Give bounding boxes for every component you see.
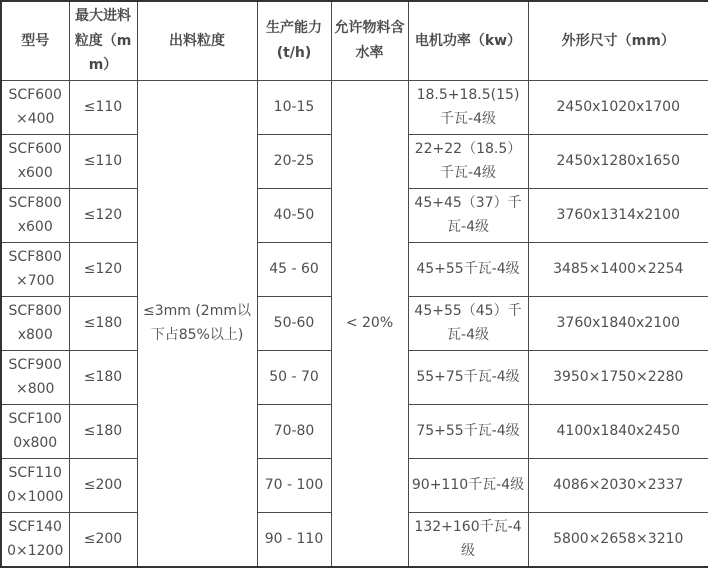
col-header-model: 型号 (1, 1, 69, 80)
model-cell: SCF600×400 (1, 80, 69, 134)
motor-power-cell: 132+160千瓦-4级 (408, 512, 528, 567)
col-header-discharge-size: 出料粒度 (137, 1, 257, 80)
dimensions-cell: 4100x1840x2450 (528, 404, 708, 458)
max-feed-cell: ≤200 (69, 458, 137, 512)
model-cell: SCF900×800 (1, 350, 69, 404)
model-cell: SCF1000x800 (1, 404, 69, 458)
motor-power-cell: 45+45（37）千瓦-4级 (408, 188, 528, 242)
capacity-cell: 70 - 100 (257, 458, 331, 512)
model-cell: SCF1100×1000 (1, 458, 69, 512)
dimensions-cell: 2450x1020x1700 (528, 80, 708, 134)
max-feed-cell: ≤110 (69, 80, 137, 134)
col-header-max-feed-size: 最大进料粒度（mm） (69, 1, 137, 80)
model-cell: SCF800x800 (1, 296, 69, 350)
motor-power-cell: 45+55千瓦-4级 (408, 242, 528, 296)
max-feed-cell: ≤180 (69, 296, 137, 350)
max-feed-cell: ≤120 (69, 188, 137, 242)
model-cell: SCF600x600 (1, 134, 69, 188)
dimensions-cell: 2450x1280x1650 (528, 134, 708, 188)
dimensions-cell: 4086×2030×2337 (528, 458, 708, 512)
capacity-cell: 45 - 60 (257, 242, 331, 296)
model-cell: SCF800x600 (1, 188, 69, 242)
dimensions-cell: 3760x1840x2100 (528, 296, 708, 350)
capacity-cell: 20-25 (257, 134, 331, 188)
moisture-merged-cell: < 20% (331, 80, 408, 567)
max-feed-cell: ≤200 (69, 512, 137, 567)
model-cell: SCF800×700 (1, 242, 69, 296)
capacity-cell: 50-60 (257, 296, 331, 350)
max-feed-cell: ≤110 (69, 134, 137, 188)
capacity-cell: 40-50 (257, 188, 331, 242)
table-row (1, 80, 708, 134)
motor-power-cell: 18.5+18.5(15)千瓦-4级 (408, 80, 528, 134)
max-feed-cell: ≤180 (69, 350, 137, 404)
discharge-size-merged-cell: ≤3mm (2mm以下占85%以上) (137, 80, 257, 567)
motor-power-cell: 45+55（45）千瓦-4级 (408, 296, 528, 350)
model-cell: SCF1400×1200 (1, 512, 69, 567)
col-header-dimensions: 外形尺寸（mm） (528, 1, 708, 80)
col-header-capacity: 生产能力(t/h) (257, 1, 331, 80)
dimensions-cell: 3950×1750×2280 (528, 350, 708, 404)
col-header-moisture: 允许物料含水率 (331, 1, 408, 80)
motor-power-cell: 90+110千瓦-4级 (408, 458, 528, 512)
capacity-cell: 90 - 110 (257, 512, 331, 567)
dimensions-cell: 5800×2658×3210 (528, 512, 708, 567)
capacity-cell: 10-15 (257, 80, 331, 134)
dimensions-cell: 3485×1400×2254 (528, 242, 708, 296)
capacity-cell: 70-80 (257, 404, 331, 458)
col-header-motor-power: 电机功率（kw） (408, 1, 528, 80)
motor-power-cell: 75+55千瓦-4级 (408, 404, 528, 458)
motor-power-cell: 22+22（18.5）千瓦-4级 (408, 134, 528, 188)
max-feed-cell: ≤180 (69, 404, 137, 458)
motor-power-cell: 55+75千瓦-4级 (408, 350, 528, 404)
capacity-cell: 50 - 70 (257, 350, 331, 404)
dimensions-cell: 3760x1314x2100 (528, 188, 708, 242)
max-feed-cell: ≤120 (69, 242, 137, 296)
table-header-row (1, 1, 708, 80)
